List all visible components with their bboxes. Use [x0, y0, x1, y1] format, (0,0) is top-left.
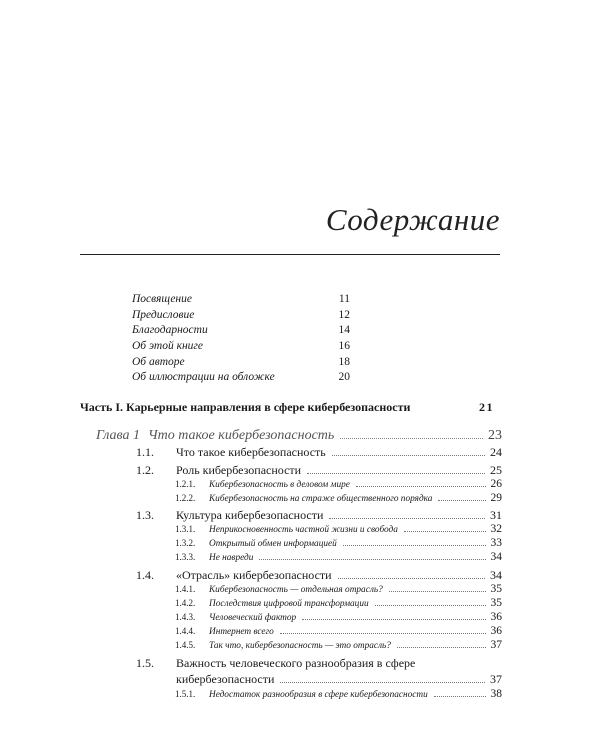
section-number: 1.3. — [136, 508, 154, 522]
front-matter-label: Об этой книге — [132, 340, 203, 353]
leader-dots — [375, 605, 486, 606]
subsection-number: 1.4.4. — [175, 626, 196, 636]
subsection-number: 1.3.3. — [175, 552, 196, 562]
subsection-title: Так что, кибербезопасность — это отрасль? — [209, 641, 391, 651]
front-matter-item[interactable] — [132, 308, 350, 325]
toc-subsection[interactable] — [175, 611, 502, 623]
chapter-heading[interactable] — [96, 428, 502, 444]
front-matter-page: 11 — [338, 293, 350, 305]
toc-subsection[interactable] — [175, 688, 502, 700]
subsection-title: Кибербезопасность на страже общественного порядка — [209, 494, 433, 504]
part-label: Часть I. Карьерные направления в сфере кибербезопасности — [80, 400, 411, 414]
section-page: 24 — [490, 445, 502, 459]
part-heading[interactable] — [80, 400, 496, 415]
subsection-number: 1.2.1. — [175, 479, 196, 489]
front-matter-list — [132, 293, 350, 387]
toc-section[interactable] — [136, 445, 502, 460]
front-matter-label: Об иллюстрации на обложке — [132, 371, 275, 384]
subsection-title: Человеческий фактор — [209, 613, 297, 623]
subsection-number: 1.4.3. — [175, 612, 196, 622]
chapter-title: Что такое кибербезопасность — [148, 428, 335, 443]
section-title: Культура кибербезопасности — [176, 508, 324, 522]
section-title: Роль кибербезопасности — [176, 463, 302, 477]
subsection-number: 1.5.1. — [175, 689, 196, 699]
chapter-label: Глава 1 — [96, 428, 140, 443]
section-number: 1.2. — [136, 463, 154, 477]
front-matter-label: Посвящение — [132, 293, 192, 305]
subsection-page: 32 — [490, 523, 502, 535]
subsection-title: Последствия цифровой трансформации — [209, 599, 369, 609]
page-title: Содержание — [325, 202, 500, 237]
front-matter-page: 16 — [338, 340, 350, 353]
subsection-page: 35 — [490, 583, 502, 595]
front-matter-item[interactable] — [132, 371, 350, 387]
leader-dots — [307, 473, 485, 474]
subsection-page: 26 — [490, 478, 502, 490]
toc-section-title-line1[interactable]: Важность человеческого разнообразия в сфере — [176, 656, 416, 670]
leader-dots — [259, 559, 485, 560]
section-title: «Отрасль» кибербезопасности — [176, 568, 332, 582]
subsection-number: 1.3.2. — [175, 538, 196, 548]
chapter-page: 23 — [488, 428, 502, 443]
toc-subsection[interactable] — [175, 492, 502, 504]
toc-subsection[interactable] — [175, 551, 502, 563]
subsection-number: 1.4.2. — [175, 598, 196, 608]
section-title: Что такое кибербезопасность — [176, 445, 326, 459]
leader-dots — [356, 486, 486, 487]
subsection-title: Недостаток разнообразия в сфере кибербезопасности — [209, 690, 428, 700]
subsection-page: 34 — [490, 551, 502, 563]
leader-dots — [343, 545, 486, 546]
subsection-page: 37 — [490, 639, 502, 651]
toc-subsection[interactable] — [175, 523, 502, 535]
front-matter-page: 12 — [338, 308, 350, 321]
leader-dots — [280, 633, 486, 634]
leader-dots — [280, 682, 485, 683]
subsection-title: Неприкосновенность частной жизни и свобода — [209, 525, 398, 535]
subsection-page: 36 — [490, 611, 502, 623]
subsection-title: Не навреди — [209, 553, 254, 563]
leader-dots — [332, 455, 485, 456]
front-matter-item[interactable] — [132, 324, 350, 340]
subsection-title: Кибербезопасность — отдельная отрасль? — [209, 585, 383, 595]
toc-section[interactable] — [136, 508, 502, 523]
front-matter-item[interactable] — [132, 293, 350, 309]
leader-dots — [438, 500, 485, 501]
front-matter-item[interactable] — [132, 340, 350, 356]
leader-dots — [397, 647, 486, 648]
leader-dots — [338, 578, 485, 579]
title-rule — [80, 254, 500, 255]
front-matter-label: Благодарности — [132, 324, 208, 337]
leader-dots — [302, 619, 485, 620]
toc-section[interactable] — [136, 568, 502, 583]
leader-dots — [434, 696, 486, 697]
subsection-number: 1.4.5. — [175, 640, 196, 650]
toc-subsection[interactable] — [175, 625, 502, 637]
section-page: 31 — [490, 508, 502, 522]
front-matter-label: Об авторе — [132, 355, 185, 368]
toc-subsection[interactable] — [175, 597, 502, 609]
front-matter-label: Предисловие — [132, 308, 195, 321]
section-number: 1.4. — [136, 568, 154, 582]
section-page: 37 — [490, 672, 502, 686]
leader-dots — [389, 591, 486, 592]
subsection-page: 36 — [490, 625, 502, 637]
toc-subsection[interactable] — [175, 639, 502, 651]
leader-dots — [329, 518, 485, 519]
toc-subsection[interactable] — [175, 537, 502, 549]
front-matter-page: 14 — [338, 324, 350, 337]
subsection-page: 35 — [490, 597, 502, 609]
subsection-number: 1.4.1. — [175, 584, 196, 594]
part-page: 21 — [479, 400, 494, 414]
section-title-line2: кибербезопасности — [176, 672, 275, 686]
subsection-page: 29 — [490, 492, 502, 504]
subsection-title: Интернет всего — [209, 627, 274, 637]
toc-section-continuation[interactable] — [176, 672, 502, 687]
toc-section-number-15: 1.5. — [136, 656, 154, 670]
subsection-title: Кибербезопасность в деловом мире — [209, 480, 350, 490]
subsection-number: 1.3.1. — [175, 524, 196, 534]
subsection-page: 33 — [490, 537, 502, 549]
front-matter-page: 20 — [338, 371, 350, 384]
subsection-title: Открытый обмен информацией — [209, 539, 337, 549]
leader-dots — [404, 531, 486, 532]
section-page: 25 — [490, 463, 502, 477]
subsection-page: 38 — [490, 688, 502, 700]
toc-subsection[interactable] — [175, 583, 502, 595]
leader-dots — [340, 438, 483, 439]
section-page: 34 — [490, 568, 502, 582]
front-matter-item[interactable] — [132, 355, 350, 372]
front-matter-page: 18 — [338, 355, 350, 368]
section-number: 1.1. — [136, 445, 154, 459]
toc-subsection[interactable] — [175, 478, 502, 490]
subsection-number: 1.2.2. — [175, 493, 196, 503]
toc-section[interactable] — [136, 463, 502, 478]
